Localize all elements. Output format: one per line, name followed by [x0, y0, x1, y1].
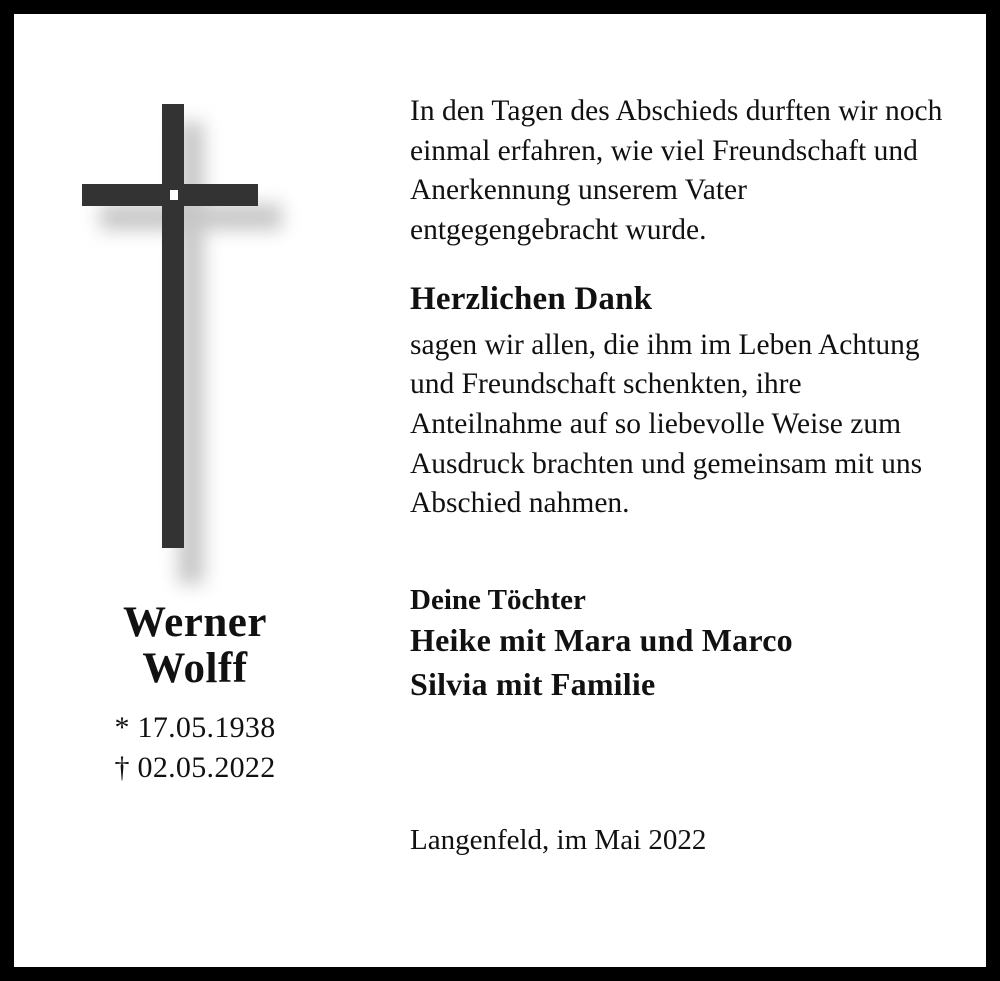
signoff-name-1: Heike mit Mara und Marco: [410, 622, 793, 659]
cross-main-icon: [74, 84, 314, 564]
deceased-name: [14, 600, 386, 692]
deceased-given-name: Werner: [123, 599, 267, 646]
death-date: † 02.05.2022: [114, 750, 276, 784]
birth-date: * 17.05.1938: [114, 711, 276, 744]
place-and-date: Langenfeld, im Mai 2022: [410, 824, 707, 856]
deceased-family-name: Wolff: [142, 645, 248, 692]
memorial-left-column: [14, 14, 386, 967]
cross-icon: [74, 84, 314, 564]
spacer: [410, 554, 946, 584]
cross-vertical-beam: [162, 104, 184, 548]
thanks-heading: Herzlichen Dank: [410, 280, 653, 317]
deceased-dates: [14, 708, 386, 787]
intro-paragraph: In den Tagen des Abschieds durften wir noch einmal erfahren, wie viel Freundschaft und Anerkennung unserem Vater entgegengebracht wurde.: [410, 95, 943, 247]
cross-center-notch: [170, 190, 178, 200]
signoff-name-2: Silvia mit Familie: [410, 665, 656, 702]
memorial-right-column: [386, 14, 986, 967]
signoff-label: Deine Töchter: [410, 584, 586, 617]
obituary-inner: [14, 14, 986, 967]
thanks-paragraph: sagen wir allen, die ihm im Leben Achtung und Freundschaft schenkten, ihre Anteilnahme auf so liebevolle Weise zum Ausdruck brachten und gemeinsam mit uns Abschied nahmen.: [410, 328, 923, 520]
